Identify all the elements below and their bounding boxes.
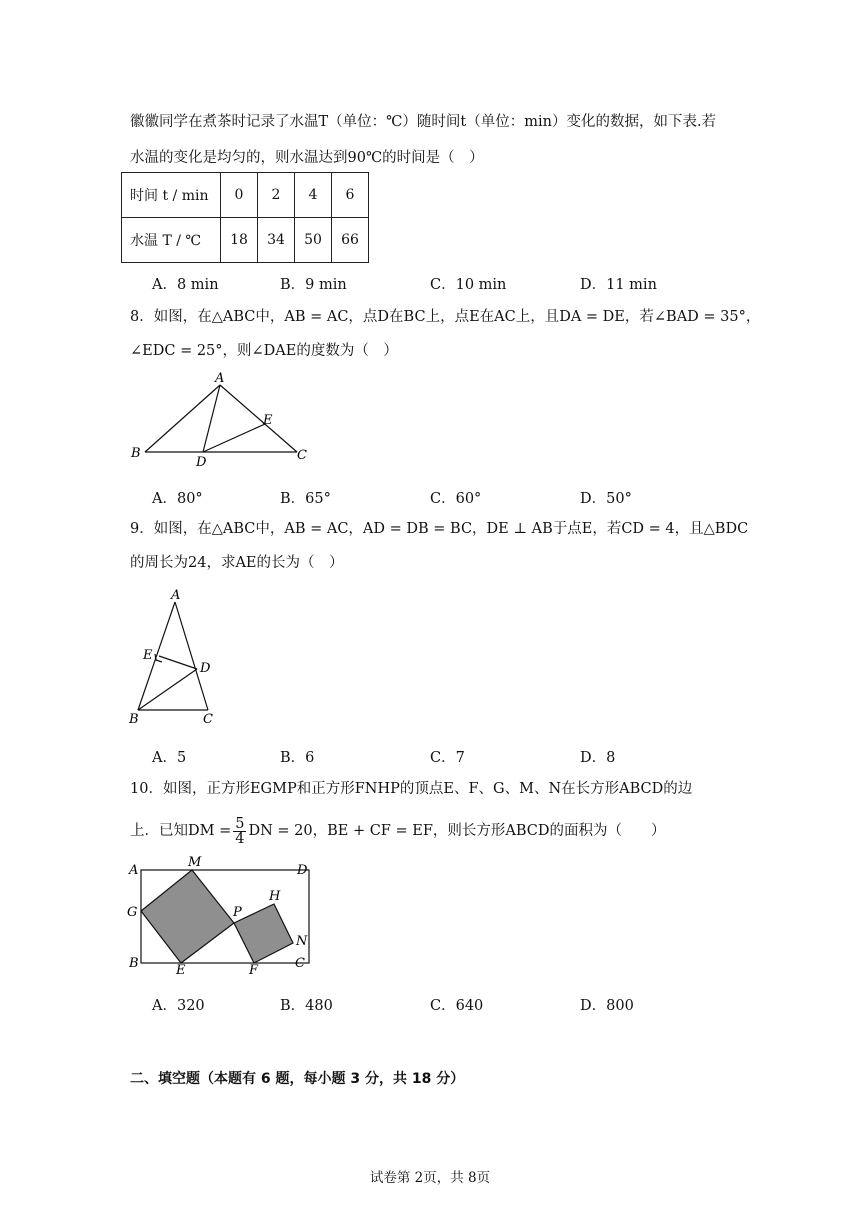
table-cell: 50 [295,218,332,263]
q10-label-p: P [233,905,242,920]
table-row [122,218,369,263]
q10-label-d: D [297,863,308,878]
fraction-denominator: 4 [235,830,245,847]
q8-label-b: B [131,446,141,461]
q8-label-a: A [215,371,225,386]
table-cell: 4 [295,173,332,218]
q9-stem-line1: 9．如图，在△ABC中，AB = AC，AD = DB = BC，DE ⊥ AB于点E，若CD = 4，且△BDC [130,521,749,537]
q9-label-d: D [200,661,211,676]
q8-triangle-figure [125,370,325,470]
q7-option-b[interactable]: B．9 min [280,277,347,293]
q8-option-a[interactable]: A．80° [152,491,203,507]
fraction [233,817,246,846]
table-row [122,173,369,218]
q10-label-e: E [176,963,186,978]
q10-label-n: N [296,934,308,949]
q7-stem-line2: 水温的变化是均匀的，则水温达到90℃的时间是（ ） [130,150,484,166]
q8-option-d[interactable]: D．50° [580,491,632,507]
q8-label-d: D [196,455,207,470]
q9-option-a[interactable]: A．5 [152,750,187,766]
q8-option-c[interactable]: C．60° [430,491,482,507]
q10-option-d[interactable]: D．800 [580,998,634,1014]
q8-stem-line2: ∠EDC = 25°，则∠DAE的度数为（ ） [130,343,398,359]
q10-option-b[interactable]: B．480 [280,998,333,1014]
table-cell: 18 [221,218,258,263]
table-header-temp: 水温 T / ℃ [122,218,221,263]
q10-label-b: B [129,956,139,971]
q10-label-c: C [295,956,305,971]
q10-stem-line2 [130,814,666,848]
q10-label-f: F [249,963,259,978]
q10-stem-pre: 上．已知DM = [130,823,232,839]
q9-label-c: C [203,712,213,727]
q8-label-e: E [263,413,273,428]
q10-stem-line1: 10．如图，正方形EGMP和正方形FNHP的顶点E、F、G、M、N在长方形ABCD的边 [130,781,693,797]
q10-stem-post: DN = 20，BE + CF = EF，则长方形ABCD的面积为（ ） [248,823,666,839]
q9-label-b: B [129,712,139,727]
table-cell: 66 [332,218,369,263]
q9-option-d[interactable]: D．8 [580,750,616,766]
table-cell: 6 [332,173,369,218]
q9-option-c[interactable]: C．7 [430,750,465,766]
table-header-time: 时间 t / min [122,173,221,218]
fraction-numerator: 5 [235,815,245,832]
q10-label-g: G [127,905,138,920]
q10-label-a: A [129,863,139,878]
page-footer: 试卷第 2页，共 8页 [369,1170,491,1186]
table-cell: 0 [221,173,258,218]
q9-triangle-figure [125,585,225,730]
q10-option-a[interactable]: A．320 [152,998,205,1014]
q8-stem-line1: 8．如图，在△ABC中，AB = AC，点D在BC上，点E在AC上，且DA = DE，若∠BAD = 35°， [130,309,761,325]
section-heading-fill-in: 二、填空题（本题有 6 题，每小题 3 分，共 18 分） [130,1071,465,1087]
q9-label-a: A [171,588,181,603]
q8-option-b[interactable]: B．65° [280,491,331,507]
q7-option-d[interactable]: D．11 min [580,277,657,293]
table-cell: 34 [258,218,295,263]
q10-label-m: M [188,855,202,870]
q9-stem-line2: 的周长为24，求AE的长为（ ） [130,555,344,571]
q7-option-a[interactable]: A．8 min [152,277,219,293]
q9-label-e: E [143,648,153,663]
table-cell: 2 [258,173,295,218]
q8-label-c: C [297,448,307,463]
q7-data-table [121,172,369,263]
q7-option-c[interactable]: C．10 min [430,277,507,293]
q9-option-b[interactable]: B．6 [280,750,315,766]
q10-rectangle-figure [125,852,325,982]
q10-label-h: H [269,889,281,904]
q10-option-c[interactable]: C．640 [430,998,484,1014]
q7-stem-line1: 徽徽同学在煮茶时记录了水温T（单位：℃）随时间t（单位：min）变化的数据，如下表.若 [130,114,717,130]
